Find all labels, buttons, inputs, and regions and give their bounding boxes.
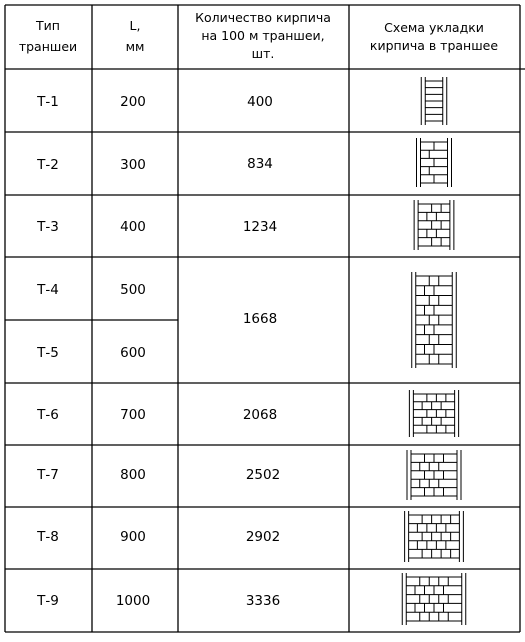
cell-length: 700 — [120, 407, 146, 423]
header-scheme-line2: кирпича в траншее — [369, 38, 499, 53]
brick-schemes — [402, 77, 466, 625]
header-type-line1: Тип — [36, 18, 60, 33]
cell-length: 600 — [120, 345, 146, 361]
cell-type: Т-1 — [37, 94, 59, 110]
header-count-line1: Количество кирпича — [195, 10, 331, 25]
cell-count: 2902 — [245, 529, 281, 545]
header-count-line2: на 100 м траншеи, — [201, 28, 325, 43]
cell-length: 200 — [120, 94, 146, 110]
cell-count-merged: 1668 — [242, 311, 278, 327]
cell-count: 400 — [247, 94, 273, 110]
cell-length: 300 — [120, 157, 146, 173]
header-length-line1: L, — [129, 18, 141, 33]
cell-count: 2502 — [245, 467, 281, 483]
header-count-line3: шт. — [251, 46, 275, 61]
header-length-line2: мм — [125, 39, 145, 54]
header-type-line2: траншеи — [18, 39, 78, 54]
cell-type: Т-2 — [37, 157, 59, 173]
cell-type: Т-5 — [37, 345, 59, 361]
cell-type: Т-9 — [37, 593, 59, 609]
cell-length: 900 — [120, 529, 146, 545]
cell-type: Т-3 — [37, 219, 59, 235]
cell-length: 400 — [120, 219, 146, 235]
cell-count: 3336 — [245, 593, 281, 609]
cell-type: Т-4 — [37, 282, 59, 298]
cell-length: 800 — [120, 467, 146, 483]
cell-count: 834 — [247, 156, 273, 172]
table-header — [19, 10, 499, 61]
cell-length: 500 — [120, 282, 146, 298]
cell-type: Т-6 — [37, 407, 59, 423]
cell-type: Т-7 — [37, 467, 59, 483]
cell-type: Т-8 — [37, 529, 59, 545]
table-body — [36, 94, 280, 609]
header-scheme-line1: Схема укладки — [384, 20, 484, 35]
cell-count: 1234 — [242, 219, 278, 235]
cell-count: 2068 — [242, 407, 278, 423]
cell-length: 1000 — [115, 593, 151, 609]
